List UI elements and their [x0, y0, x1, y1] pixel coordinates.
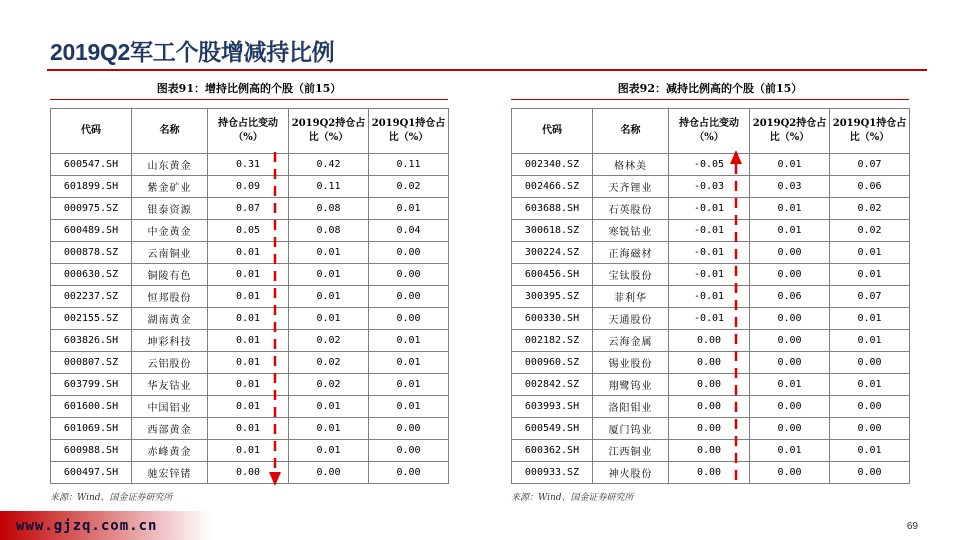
stock-code-cell: 601600.SH	[51, 396, 132, 418]
q2-holding-cell: 0.01	[750, 154, 830, 176]
q1-holding-cell: 0.00	[369, 440, 449, 462]
holding-change-cell: -0.05	[669, 154, 750, 176]
stock-name-cell: 云铝股份	[132, 352, 208, 374]
holding-change-cell: 0.01	[208, 396, 289, 418]
table-row	[51, 154, 449, 176]
table-row	[512, 286, 910, 308]
stock-code-cell: 600549.SH	[512, 418, 593, 440]
increase-table-caption: 图表91：增持比例高的个股（前15）	[156, 82, 342, 95]
stock-name-cell: 格林美	[593, 154, 669, 176]
table-header-row	[512, 109, 910, 154]
q1-holding-cell: 0.01	[830, 374, 910, 396]
q2-holding-cell: 0.00	[750, 264, 830, 286]
stock-code-cell: 000960.SZ	[512, 352, 593, 374]
q2-holding-cell: 0.01	[289, 242, 369, 264]
down-arrow-icon	[266, 150, 284, 490]
table-row	[512, 220, 910, 242]
q2-holding-cell: 0.01	[289, 308, 369, 330]
table-row	[51, 352, 449, 374]
q1-holding-cell: 0.00	[369, 242, 449, 264]
q1-holding-cell: 0.00	[369, 286, 449, 308]
q2-holding-cell: 0.00	[750, 396, 830, 418]
header-code: 代码	[512, 109, 593, 154]
holding-change-cell: 0.01	[208, 352, 289, 374]
stock-name-cell: 紫金矿业	[132, 176, 208, 198]
q2-holding-cell: 0.03	[750, 176, 830, 198]
table-row	[51, 396, 449, 418]
stock-name-cell: 天齐锂业	[593, 176, 669, 198]
stock-name-cell: 西部黄金	[132, 418, 208, 440]
stock-name-cell: 铜陵有色	[132, 264, 208, 286]
stock-name-cell: 正海磁材	[593, 242, 669, 264]
q1-holding-cell: 0.02	[830, 198, 910, 220]
q2-holding-cell: 0.01	[750, 220, 830, 242]
caption-divider	[511, 99, 909, 100]
stock-code-cell: 603688.SH	[512, 198, 593, 220]
decrease-holdings-panel	[511, 78, 909, 503]
stock-name-cell: 翔鹭钨业	[593, 374, 669, 396]
table-row	[512, 264, 910, 286]
table-row	[51, 330, 449, 352]
table-row	[51, 440, 449, 462]
holding-change-cell: 0.01	[208, 286, 289, 308]
stock-name-cell: 坤彩科技	[132, 330, 208, 352]
stock-code-cell: 603826.SH	[51, 330, 132, 352]
stock-code-cell: 002466.SZ	[512, 176, 593, 198]
holding-change-cell: 0.05	[208, 220, 289, 242]
stock-name-cell: 洛阳钼业	[593, 396, 669, 418]
holding-change-cell: -0.01	[669, 220, 750, 242]
q2-holding-cell: 0.01	[750, 374, 830, 396]
table-row	[51, 308, 449, 330]
decrease-table-caption: 图表92：减持比例高的个股（前15）	[617, 82, 803, 95]
decrease-holdings-table	[511, 108, 910, 484]
header-change: 持仓占比变动（%）	[669, 109, 750, 154]
holding-change-cell: 0.00	[669, 352, 750, 374]
q1-holding-cell: 0.07	[830, 286, 910, 308]
stock-code-cell: 002842.SZ	[512, 374, 593, 396]
q1-holding-cell: 0.07	[830, 154, 910, 176]
q2-holding-cell: 0.06	[750, 286, 830, 308]
stock-name-cell: 华友钴业	[132, 374, 208, 396]
stock-code-cell: 000933.SZ	[512, 462, 593, 484]
stock-name-cell: 山东黄金	[132, 154, 208, 176]
stock-code-cell: 600489.SH	[51, 220, 132, 242]
stock-code-cell: 000630.SZ	[51, 264, 132, 286]
header-q2: 2019Q2持仓占比（%）	[750, 109, 830, 154]
q2-holding-cell: 0.01	[750, 440, 830, 462]
header-q1: 2019Q1持仓占比（%）	[369, 109, 449, 154]
stock-code-cell: 002182.SZ	[512, 330, 593, 352]
stock-code-cell: 600362.SH	[512, 440, 593, 462]
q1-holding-cell: 0.01	[830, 264, 910, 286]
q2-holding-cell: 0.08	[289, 198, 369, 220]
holding-change-cell: 0.00	[669, 462, 750, 484]
stock-name-cell: 神火股份	[593, 462, 669, 484]
q2-holding-cell: 0.02	[289, 352, 369, 374]
stock-name-cell: 宝钛股份	[593, 264, 669, 286]
q2-holding-cell: 0.00	[750, 352, 830, 374]
stock-code-cell: 600547.SH	[51, 154, 132, 176]
table-row	[51, 220, 449, 242]
q2-holding-cell: 0.08	[289, 220, 369, 242]
q2-holding-cell: 0.00	[289, 462, 369, 484]
table-row	[512, 374, 910, 396]
stock-name-cell: 石英股份	[593, 198, 669, 220]
q2-holding-cell: 0.01	[750, 198, 830, 220]
holding-change-cell: 0.01	[208, 308, 289, 330]
holding-change-cell: -0.01	[669, 264, 750, 286]
holding-change-cell: -0.03	[669, 176, 750, 198]
q1-holding-cell: 0.01	[830, 242, 910, 264]
source-note: 来源：Wind、国金证券研究所	[50, 493, 173, 503]
stock-code-cell: 603993.SH	[512, 396, 593, 418]
stock-name-cell: 菲利华	[593, 286, 669, 308]
stock-code-cell: 002340.SZ	[512, 154, 593, 176]
holding-change-cell: 0.01	[208, 418, 289, 440]
stock-code-cell: 603799.SH	[51, 374, 132, 396]
holding-change-cell: -0.01	[669, 286, 750, 308]
stock-name-cell: 银泰资源	[132, 198, 208, 220]
q1-holding-cell: 0.01	[369, 374, 449, 396]
holding-change-cell: 0.01	[208, 330, 289, 352]
stock-name-cell: 中金黄金	[132, 220, 208, 242]
increase-holdings-table	[50, 108, 449, 484]
q2-holding-cell: 0.11	[289, 176, 369, 198]
table-row	[51, 198, 449, 220]
q2-holding-cell: 0.00	[750, 462, 830, 484]
table-row	[51, 286, 449, 308]
page-number: 69	[906, 521, 918, 532]
q2-holding-cell: 0.01	[289, 264, 369, 286]
q1-holding-cell: 0.00	[830, 396, 910, 418]
q2-holding-cell: 0.00	[750, 330, 830, 352]
holding-change-cell: 0.01	[208, 264, 289, 286]
increase-table-body	[51, 154, 449, 484]
q1-holding-cell: 0.00	[369, 418, 449, 440]
header-name: 名称	[132, 109, 208, 154]
q2-holding-cell: 0.01	[289, 418, 369, 440]
header-q2: 2019Q2持仓占比（%）	[289, 109, 369, 154]
table-row	[512, 396, 910, 418]
q2-holding-cell: 0.02	[289, 374, 369, 396]
stock-code-cell: 002237.SZ	[51, 286, 132, 308]
q1-holding-cell: 0.01	[369, 352, 449, 374]
stock-code-cell: 600988.SH	[51, 440, 132, 462]
holding-change-cell: -0.01	[669, 242, 750, 264]
stock-code-cell: 002155.SZ	[51, 308, 132, 330]
stock-code-cell: 000975.SZ	[51, 198, 132, 220]
caption-divider	[50, 99, 448, 100]
table-row	[512, 330, 910, 352]
holding-change-cell: 0.00	[669, 330, 750, 352]
stock-name-cell: 寒锐钴业	[593, 220, 669, 242]
holding-change-cell: 0.09	[208, 176, 289, 198]
table-row	[512, 352, 910, 374]
q2-holding-cell: 0.00	[750, 308, 830, 330]
holding-change-cell: 0.00	[669, 418, 750, 440]
holding-change-cell: 0.00	[669, 374, 750, 396]
q2-holding-cell: 0.01	[289, 396, 369, 418]
header-q1: 2019Q1持仓占比（%）	[830, 109, 910, 154]
q1-holding-cell: 0.00	[369, 462, 449, 484]
holding-change-cell: 0.00	[669, 440, 750, 462]
table-row	[51, 242, 449, 264]
decrease-table-body	[512, 154, 910, 484]
q1-holding-cell: 0.01	[369, 198, 449, 220]
stock-code-cell: 300395.SZ	[512, 286, 593, 308]
q1-holding-cell: 0.06	[830, 176, 910, 198]
stock-name-cell: 湖南黄金	[132, 308, 208, 330]
stock-code-cell: 600456.SH	[512, 264, 593, 286]
stock-name-cell: 驰宏锌锗	[132, 462, 208, 484]
stock-name-cell: 云海金属	[593, 330, 669, 352]
holding-change-cell: 0.00	[669, 396, 750, 418]
q2-holding-cell: 0.01	[289, 286, 369, 308]
q1-holding-cell: 0.01	[369, 330, 449, 352]
q1-holding-cell: 0.00	[830, 352, 910, 374]
q1-holding-cell: 0.00	[369, 308, 449, 330]
holding-change-cell: -0.01	[669, 198, 750, 220]
q1-holding-cell: 0.00	[830, 418, 910, 440]
stock-code-cell: 300618.SZ	[512, 220, 593, 242]
stock-name-cell: 厦门钨业	[593, 418, 669, 440]
table-row	[512, 308, 910, 330]
table-row	[51, 374, 449, 396]
q1-holding-cell: 0.01	[830, 308, 910, 330]
stock-name-cell: 江西铜业	[593, 440, 669, 462]
stock-name-cell: 云南铜业	[132, 242, 208, 264]
table-row	[51, 462, 449, 484]
table-header-row	[51, 109, 449, 154]
stock-code-cell: 000878.SZ	[51, 242, 132, 264]
up-arrow-icon	[727, 146, 745, 486]
header-change: 持仓占比变动（%）	[208, 109, 289, 154]
stock-name-cell: 赤峰黄金	[132, 440, 208, 462]
table-row	[512, 176, 910, 198]
source-note: 来源：Wind、国金证券研究所	[511, 493, 634, 503]
q2-holding-cell: 0.01	[289, 440, 369, 462]
stock-name-cell: 中国铝业	[132, 396, 208, 418]
holding-change-cell: 0.01	[208, 440, 289, 462]
holding-change-cell: 0.01	[208, 374, 289, 396]
q2-holding-cell: 0.42	[289, 154, 369, 176]
stock-name-cell: 恒邦股份	[132, 286, 208, 308]
header-code: 代码	[51, 109, 132, 154]
q1-holding-cell: 0.02	[369, 176, 449, 198]
table-row	[512, 462, 910, 484]
stock-code-cell: 000807.SZ	[51, 352, 132, 374]
q1-holding-cell: 0.01	[830, 440, 910, 462]
q1-holding-cell: 0.04	[369, 220, 449, 242]
table-row	[512, 440, 910, 462]
holding-change-cell: 0.31	[208, 154, 289, 176]
stock-name-cell: 锡业股份	[593, 352, 669, 374]
stock-code-cell: 600330.SH	[512, 308, 593, 330]
stock-code-cell: 601899.SH	[51, 176, 132, 198]
table-row	[512, 418, 910, 440]
holding-change-cell: 0.00	[208, 462, 289, 484]
q1-holding-cell: 0.01	[369, 396, 449, 418]
holding-change-cell: -0.01	[669, 308, 750, 330]
table-row	[512, 242, 910, 264]
stock-code-cell: 300224.SZ	[512, 242, 593, 264]
q2-holding-cell: 0.02	[289, 330, 369, 352]
q1-holding-cell: 0.02	[830, 220, 910, 242]
page-title: 2019Q2军工个股增减持比例	[50, 39, 335, 65]
table-row	[51, 264, 449, 286]
holding-change-cell: 0.01	[208, 242, 289, 264]
q1-holding-cell: 0.00	[830, 462, 910, 484]
table-row	[512, 198, 910, 220]
q2-holding-cell: 0.00	[750, 242, 830, 264]
q2-holding-cell: 0.00	[750, 418, 830, 440]
table-row	[51, 176, 449, 198]
stock-code-cell: 600497.SH	[51, 462, 132, 484]
footer-website[interactable]: www.gjzq.com.cn	[16, 518, 158, 534]
table-row	[512, 154, 910, 176]
holding-change-cell: 0.07	[208, 198, 289, 220]
stock-name-cell: 天通股份	[593, 308, 669, 330]
table-row	[51, 418, 449, 440]
q1-holding-cell: 0.11	[369, 154, 449, 176]
q1-holding-cell: 0.00	[369, 264, 449, 286]
stock-code-cell: 601069.SH	[51, 418, 132, 440]
header-name: 名称	[593, 109, 669, 154]
q1-holding-cell: 0.01	[830, 330, 910, 352]
increase-holdings-panel	[50, 78, 448, 503]
title-divider	[47, 69, 927, 71]
